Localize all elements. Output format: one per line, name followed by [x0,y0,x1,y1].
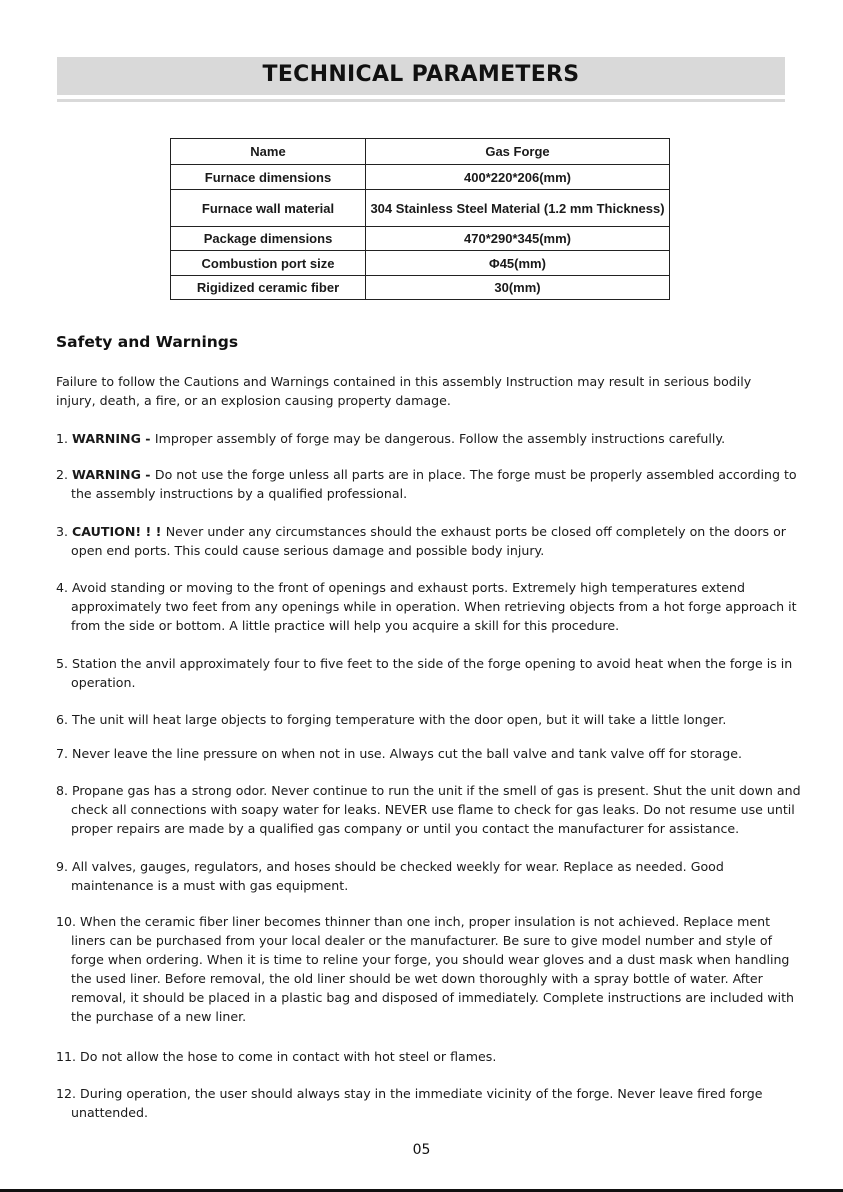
param-label: Name [171,139,366,165]
warning-item-3 [56,522,801,560]
item-number: 3. [56,524,73,539]
item-lead: CAUTION! ! ! [72,524,166,539]
item-text: Never leave the line pressure on when not in use. Always cut the ball valve and tank valve off for storage. [72,746,742,761]
warning-item-11 [56,1047,801,1066]
item-lead: WARNING - [72,467,155,482]
item-number: 9. [56,859,73,874]
item-text: Station the anvil approximately four to five feet to the side of the forge opening to avoid heat when the forge is in operation. [71,656,793,690]
param-label: Furnace dimensions [171,165,366,190]
item-text: All valves, gauges, regulators, and hoses should be checked weekly for wear. Replace as needed. Good maintenance is a must with gas equipment. [71,859,724,893]
item-number: 8. [56,783,73,798]
item-number: 1. [56,431,73,446]
item-number: 6. [56,712,73,727]
page-title: TECHNICAL PARAMETERS [262,62,580,87]
page-number: 05 [412,1142,431,1158]
param-label: Rigidized ceramic fiber [171,276,366,300]
item-text: During operation, the user should always stay in the immediate vicinity of the forge. Never leave fired forge unattended. [71,1086,763,1120]
item-text: Avoid standing or moving to the front of openings and exhaust ports. Extremely high temperatures extend approximately two feet from any openings while in operation. When retrieving objects from a hot forge approach it from the side or bottom. A little practice will help you acquire a skill for this procedure. [71,580,797,633]
warning-item-5 [56,654,801,692]
table-row [171,251,670,276]
table-row [171,165,670,190]
param-label: Furnace wall material [171,190,366,227]
warning-item-12 [56,1084,801,1122]
warning-item-6 [56,710,801,729]
item-number: 2. [56,467,73,482]
item-text: The unit will heat large objects to forging temperature with the door open, but it will take a little longer. [72,712,727,727]
param-value: 304 Stainless Steel Material (1.2 mm Thickness) [366,190,670,227]
param-label: Package dimensions [171,227,366,251]
item-text: Never under any circumstances should the exhaust ports be closed off completely on the doors or open end ports. This could cause serious damage and possible body injury. [71,524,786,558]
safety-heading: Safety and Warnings [56,333,239,351]
warning-item-4 [56,578,801,635]
param-value: 400*220*206(mm) [366,165,670,190]
item-number: 7. [56,746,73,761]
item-number: 11. [56,1049,81,1064]
warning-item-8 [56,781,801,838]
param-label: Combustion port size [171,251,366,276]
item-number: 10. [56,914,81,929]
param-value: 470*290*345(mm) [366,227,670,251]
warning-item-7 [56,744,801,763]
table-row [171,190,670,227]
safety-intro: Failure to follow the Cautions and Warnings contained in this assembly Instruction may result in serious bodily injury, death, a fire, or an explosion causing property damage. [56,374,752,408]
item-number: 5. [56,656,73,671]
param-value: Φ45(mm) [366,251,670,276]
item-number: 12. [56,1086,81,1101]
item-text: Do not use the forge unless all parts are in place. The forge must be properly assembled according to the assembly instructions by a qualified professional. [71,467,797,501]
table-row [171,227,670,251]
warning-item-1 [56,429,801,448]
item-text: When the ceramic fiber liner becomes thinner than one inch, proper insulation is not achieved. Replace ment liners can be purchased from your local dealer or the manufacturer. Be sure to give model number and style of forge when ordering. When it is time to reline your forge, you should wear gloves and a dust mask when handling the used liner. Before removal, the old liner should be wet down thoroughly with a spray bottle of water. After removal, it should be placed in a plastic bag and disposed of immediately. Complete instructions are included with the purchase of a new liner. [71,914,795,1024]
param-value: 30(mm) [366,276,670,300]
item-text: Improper assembly of forge may be dangerous. Follow the assembly instructions carefully. [154,431,726,446]
warning-item-2 [56,465,801,503]
title-underline [57,99,785,102]
item-number: 4. [56,580,73,595]
item-lead: WARNING - [72,431,155,446]
item-text: Do not allow the hose to come in contact with hot steel or flames. [80,1049,497,1064]
table-row [171,276,670,300]
technical-parameters-table [170,138,670,300]
table-row [171,139,670,165]
item-text: Propane gas has a strong odor. Never continue to run the unit if the smell of gas is present. Shut the unit down and check all connections with soapy water for leaks. NEVER use flame to check for gas leaks. Do not resume use until proper repairs are made by a qualified gas company or until you contact the manufacturer for assistance. [71,783,801,836]
param-value: Gas Forge [366,139,670,165]
warning-item-9 [56,857,801,895]
warning-item-10 [56,912,801,1026]
